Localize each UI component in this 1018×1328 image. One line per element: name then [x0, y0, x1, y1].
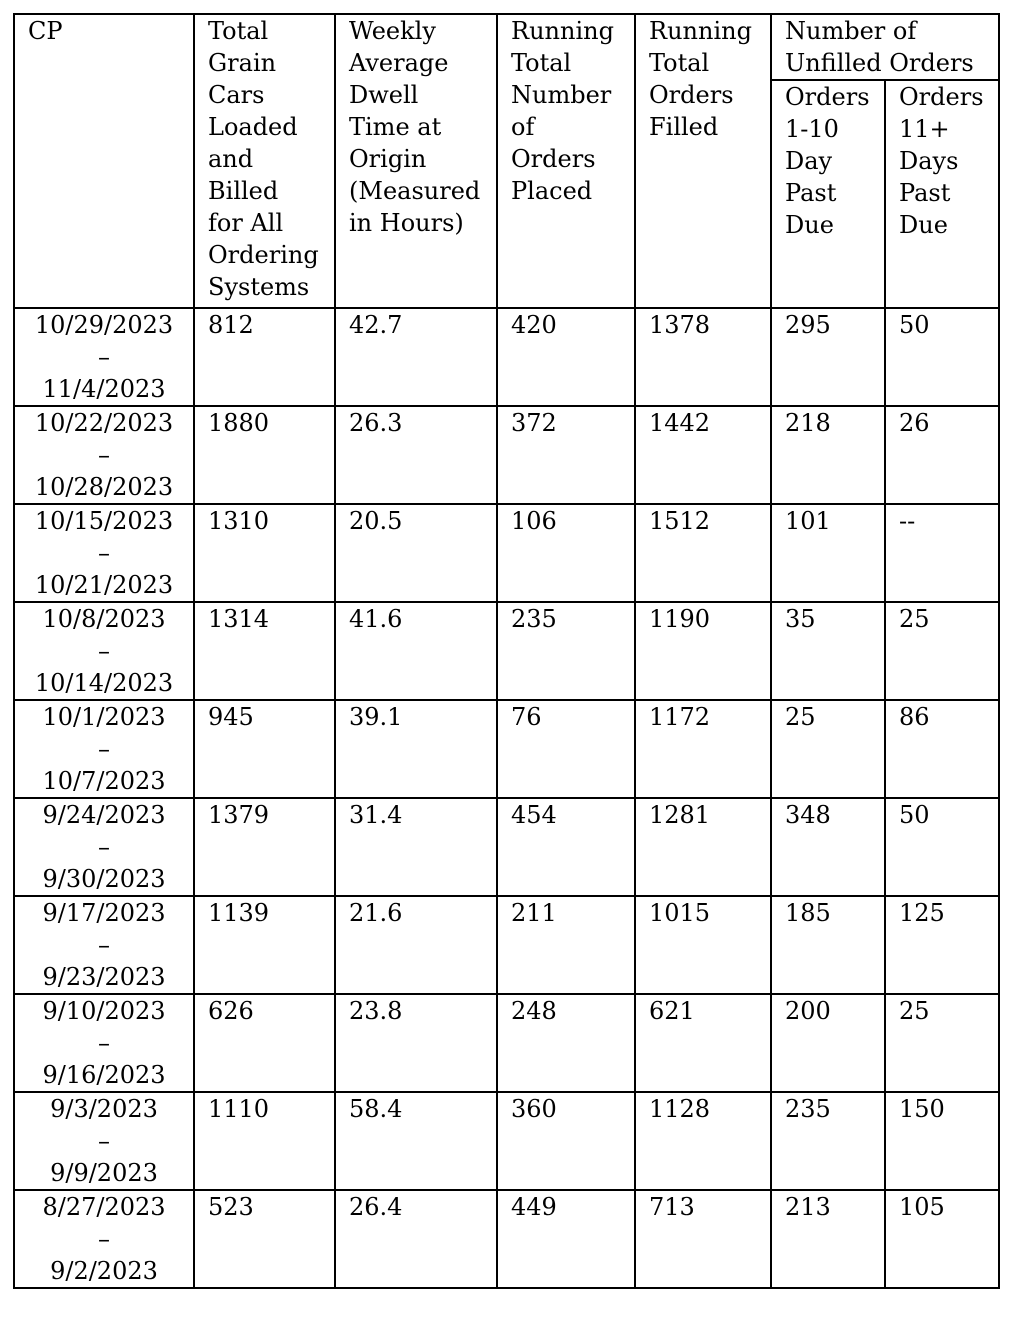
- past-due-11-plus-cell: 25: [885, 602, 999, 700]
- past-due-11-plus-cell: 25: [885, 994, 999, 1092]
- table-row: [14, 1092, 999, 1190]
- cp-date-range-cell: [14, 602, 194, 700]
- date-range-dash: –: [98, 441, 110, 469]
- past-due-11-plus-cell: 150: [885, 1092, 999, 1190]
- dwell-time-cell: 23.8: [335, 994, 497, 1092]
- past-due-1-10-cell: 213: [771, 1190, 885, 1288]
- past-due-1-10-cell: 348: [771, 798, 885, 896]
- date-range-dash: –: [98, 1127, 110, 1155]
- orders-filled-cell: 1512: [635, 504, 771, 602]
- header-line: for All: [208, 209, 284, 237]
- header-line: Number of: [785, 17, 917, 45]
- orders-placed-cell: 372: [497, 406, 635, 504]
- header-line: Day: [785, 147, 833, 176]
- orders-placed-cell: 449: [497, 1190, 635, 1288]
- date-range-end: 9/23/2023: [42, 963, 166, 991]
- orders-filled-cell: 1172: [635, 700, 771, 798]
- table-row: [14, 602, 999, 700]
- date-range-dash: –: [98, 735, 110, 763]
- header-line: Cars: [208, 81, 265, 109]
- header-line: Total: [511, 49, 572, 77]
- header-unfilled-orders: [771, 14, 999, 80]
- header-total-grain-cars: [194, 14, 335, 308]
- header-line: 11+: [899, 115, 950, 144]
- date-range-start: 9/3/2023: [50, 1095, 158, 1123]
- grain-cars-table: [13, 13, 1000, 1289]
- date-range-end: 10/28/2023: [34, 473, 174, 501]
- header-line: Average: [349, 49, 449, 77]
- header-line: Orders: [511, 145, 596, 173]
- orders-filled-cell: 621: [635, 994, 771, 1092]
- past-due-11-plus-cell: 50: [885, 308, 999, 406]
- dwell-time-cell: 39.1: [335, 700, 497, 798]
- past-due-1-10-cell: 35: [771, 602, 885, 700]
- orders-filled-cell: 1281: [635, 798, 771, 896]
- header-line: Origin: [349, 145, 427, 173]
- date-range-start: 10/15/2023: [34, 507, 174, 535]
- date-range-end: 9/16/2023: [42, 1061, 166, 1089]
- orders-placed-cell: 360: [497, 1092, 635, 1190]
- date-range-end: 10/7/2023: [42, 767, 166, 795]
- past-due-11-plus-cell: 105: [885, 1190, 999, 1288]
- header-line: Placed: [511, 177, 593, 205]
- dwell-time-cell: 41.6: [335, 602, 497, 700]
- past-due-11-plus-cell: 50: [885, 798, 999, 896]
- cp-date-range-cell: [14, 1092, 194, 1190]
- total-grain-cars-cell: 626: [194, 994, 335, 1092]
- date-range-end: 10/14/2023: [34, 669, 174, 697]
- header-line: Systems: [208, 273, 310, 301]
- header-line: Past: [785, 179, 837, 208]
- date-range-dash: –: [98, 1029, 110, 1057]
- header-line: (Measured: [349, 177, 481, 205]
- date-range-start: 9/24/2023: [42, 801, 166, 829]
- date-range-dash: –: [98, 1225, 110, 1253]
- dwell-time-cell: 21.6: [335, 896, 497, 994]
- total-grain-cars-cell: 523: [194, 1190, 335, 1288]
- header-cp: CP: [14, 14, 194, 308]
- total-grain-cars-cell: 1880: [194, 406, 335, 504]
- date-range-dash: –: [98, 931, 110, 959]
- orders-filled-cell: 713: [635, 1190, 771, 1288]
- header-running-orders-placed: [497, 14, 635, 308]
- date-range-end: 11/4/2023: [42, 375, 166, 403]
- header-line: Loaded: [208, 113, 298, 141]
- date-range-dash: –: [98, 539, 110, 567]
- header-weekly-dwell: [335, 14, 497, 308]
- header-running-orders-filled: [635, 14, 771, 308]
- date-range-start: 9/10/2023: [42, 997, 166, 1025]
- orders-filled-cell: 1128: [635, 1092, 771, 1190]
- header-line: Time at: [349, 113, 442, 141]
- cp-date-range-cell: [14, 406, 194, 504]
- header-line: Past: [899, 179, 951, 208]
- date-range-end: 10/21/2023: [34, 571, 174, 599]
- past-due-11-plus-cell: 125: [885, 896, 999, 994]
- past-due-1-10-cell: 185: [771, 896, 885, 994]
- orders-placed-cell: 76: [497, 700, 635, 798]
- dwell-time-cell: 26.3: [335, 406, 497, 504]
- date-range-end: 9/9/2023: [50, 1159, 158, 1187]
- orders-filled-cell: 1190: [635, 602, 771, 700]
- dwell-time-cell: 20.5: [335, 504, 497, 602]
- total-grain-cars-cell: 1110: [194, 1092, 335, 1190]
- header-line: Grain: [208, 49, 277, 77]
- header-line: Due: [899, 211, 948, 240]
- total-grain-cars-cell: 1139: [194, 896, 335, 994]
- past-due-1-10-cell: 101: [771, 504, 885, 602]
- table-row: [14, 896, 999, 994]
- cp-date-range-cell: [14, 798, 194, 896]
- date-range-end: 9/2/2023: [50, 1257, 158, 1285]
- past-due-1-10-cell: 218: [771, 406, 885, 504]
- header-orders-11-plus-days: [885, 80, 999, 308]
- date-range-dash: –: [98, 343, 110, 371]
- date-range-start: 9/17/2023: [42, 899, 166, 927]
- cp-date-range-cell: [14, 994, 194, 1092]
- total-grain-cars-cell: 945: [194, 700, 335, 798]
- total-grain-cars-cell: 812: [194, 308, 335, 406]
- past-due-1-10-cell: 25: [771, 700, 885, 798]
- header-line: Days: [899, 147, 959, 176]
- cp-date-range-cell: [14, 1190, 194, 1288]
- table-row: [14, 1190, 999, 1288]
- header-line: Total: [649, 49, 710, 77]
- header-line: Dwell: [349, 81, 419, 109]
- header-line: Orders: [785, 83, 870, 112]
- header-line: Unfilled Orders: [785, 49, 974, 77]
- header-line: Running: [511, 17, 614, 45]
- table-row: [14, 504, 999, 602]
- header-line: in Hours): [349, 209, 464, 237]
- past-due-1-10-cell: 200: [771, 994, 885, 1092]
- dwell-time-cell: 58.4: [335, 1092, 497, 1190]
- orders-placed-cell: 235: [497, 602, 635, 700]
- orders-placed-cell: 106: [497, 504, 635, 602]
- header-line: Orders: [899, 83, 984, 112]
- table-row: [14, 406, 999, 504]
- date-range-start: 10/8/2023: [42, 605, 166, 633]
- dwell-time-cell: 42.7: [335, 308, 497, 406]
- header-orders-1-10-days: [771, 80, 885, 308]
- header-line: Total: [208, 17, 269, 45]
- past-due-11-plus-cell: 86: [885, 700, 999, 798]
- cp-date-range-cell: [14, 700, 194, 798]
- total-grain-cars-cell: 1314: [194, 602, 335, 700]
- orders-filled-cell: 1015: [635, 896, 771, 994]
- total-grain-cars-cell: 1310: [194, 504, 335, 602]
- cp-date-range-cell: [14, 896, 194, 994]
- past-due-1-10-cell: 295: [771, 308, 885, 406]
- past-due-11-plus-cell: --: [885, 504, 999, 602]
- orders-filled-cell: 1442: [635, 406, 771, 504]
- header-line: Billed: [208, 177, 279, 205]
- orders-placed-cell: 420: [497, 308, 635, 406]
- table-body: [14, 308, 999, 1288]
- date-range-start: 10/29/2023: [34, 311, 174, 339]
- cp-date-range-cell: [14, 504, 194, 602]
- orders-filled-cell: 1378: [635, 308, 771, 406]
- date-range-start: 10/1/2023: [42, 703, 166, 731]
- past-due-11-plus-cell: 26: [885, 406, 999, 504]
- header-line: Weekly: [349, 17, 436, 45]
- table-row: [14, 700, 999, 798]
- header-line: of: [511, 113, 535, 141]
- header-line: 1-10: [785, 115, 839, 144]
- orders-placed-cell: 454: [497, 798, 635, 896]
- orders-placed-cell: 248: [497, 994, 635, 1092]
- header-line: Orders: [649, 81, 734, 109]
- header-line: Ordering: [208, 241, 319, 269]
- cp-date-range-cell: [14, 308, 194, 406]
- header-line: Due: [785, 211, 834, 240]
- date-range-dash: –: [98, 833, 110, 861]
- orders-placed-cell: 211: [497, 896, 635, 994]
- table-row: [14, 798, 999, 896]
- total-grain-cars-cell: 1379: [194, 798, 335, 896]
- header-line: Running: [649, 17, 752, 45]
- past-due-1-10-cell: 235: [771, 1092, 885, 1190]
- date-range-start: 10/22/2023: [34, 409, 174, 437]
- table-row: [14, 308, 999, 406]
- table-row: [14, 994, 999, 1092]
- date-range-end: 9/30/2023: [42, 865, 166, 893]
- date-range-dash: –: [98, 637, 110, 665]
- dwell-time-cell: 31.4: [335, 798, 497, 896]
- header-line: Filled: [649, 113, 719, 141]
- header-line: Number: [511, 81, 612, 109]
- dwell-time-cell: 26.4: [335, 1190, 497, 1288]
- date-range-start: 8/27/2023: [42, 1193, 166, 1221]
- header-line: and: [208, 145, 254, 173]
